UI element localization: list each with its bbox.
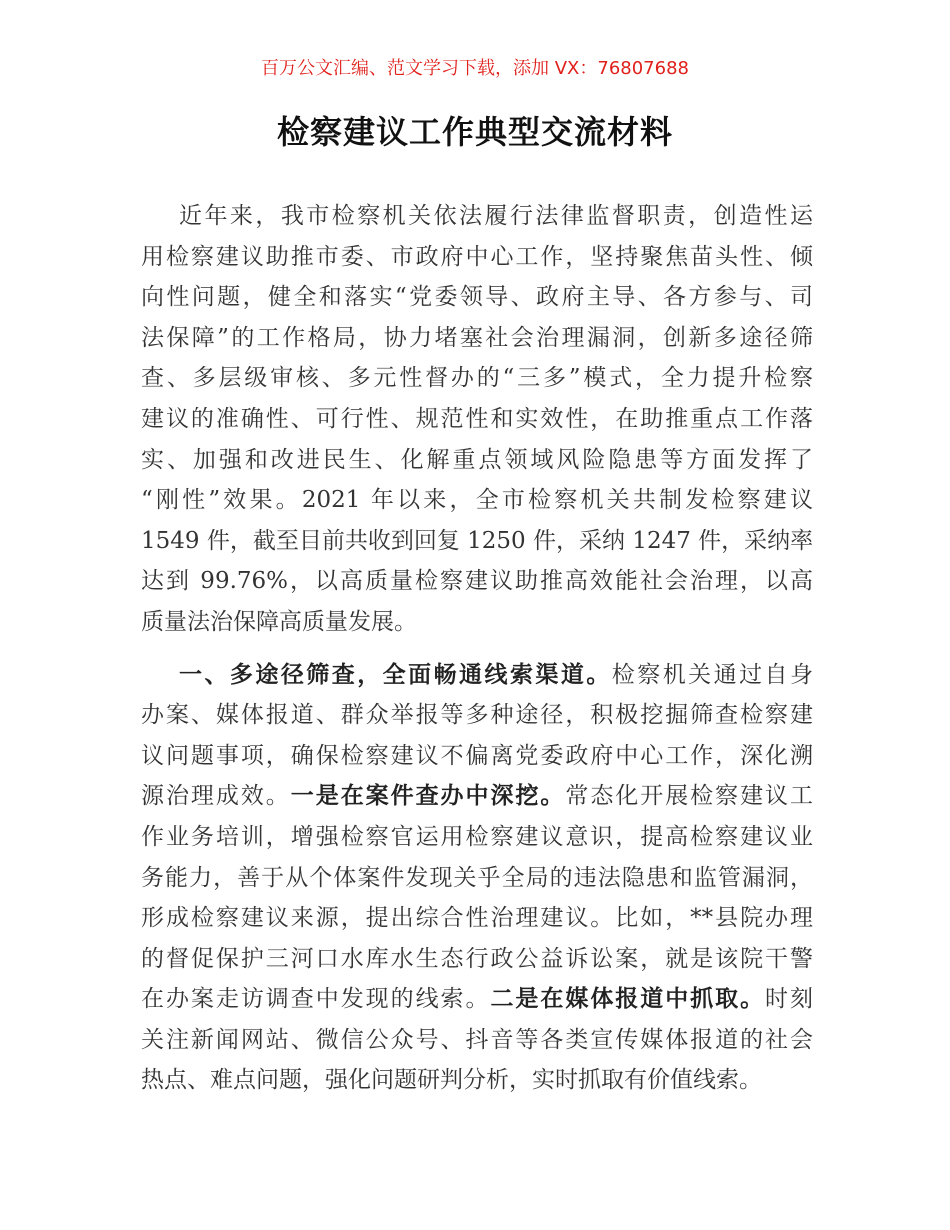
section-1-paragraph: [141, 655, 813, 1102]
text-line: [141, 776, 813, 817]
text-line: 向性问题，健全和落实“党委领导、政府主导、各方参与、司: [141, 284, 813, 311]
text-line: 用检察建议助推市委、市政府中心工作，坚持聚焦苗头性、倾: [141, 243, 813, 270]
text-line: 质量法治保障高质量发展。: [141, 608, 417, 635]
text-line: [141, 979, 813, 1020]
text-line: “刚性”效果。2021 年以来，全市检察机关共制发检察建议: [141, 487, 813, 514]
text-run: 时刻: [765, 986, 814, 1013]
text-line: 建议的准确性、可行性、规范性和实效性，在助推重点工作落: [141, 405, 813, 432]
document-title: 检察建议工作典型交流材料: [276, 113, 673, 151]
text-line: 实、加强和改进民生、化解重点领域风险隐患等方面发挥了: [141, 446, 813, 473]
subsection-2-heading: 二是在媒体报道中抓取。: [490, 985, 766, 1013]
text-line: 关注新闻网站、微信公众号、抖音等各类宣传媒体报道的社会: [141, 1026, 813, 1053]
text-line: 查、多层级审核、多元性督办的“三多”模式，全力提升检察: [141, 365, 813, 392]
text-line: [141, 655, 813, 696]
text-line: 热点、难点问题，强化问题研判分析，实时抓取有价值线索。: [141, 1067, 762, 1094]
text-line: 议问题事项，确保检察建议不偏离党委政府中心工作，深化溯: [141, 742, 813, 769]
subsection-1-heading: 一是在案件查办中深挖。: [290, 782, 566, 810]
text-line: 1549 件，截至目前共收到回复 1250 件，采纳 1247 件，采纳率: [141, 527, 814, 554]
text-line: 形成检察建议来源，提出综合性治理建议。比如，**县院办理: [141, 905, 813, 932]
text-line: 作业务培训，增强检察官运用检察建议意识，提高检察建议业: [141, 823, 813, 850]
text-line: 务能力，善于从个体案件发现关乎全局的违法隐患和监管漏洞，: [141, 864, 813, 891]
download-banner: 百万公文汇编、范文学习下载，添加 VX：76807688: [261, 58, 689, 79]
paragraph-spacer: [141, 643, 813, 655]
document-body: [141, 196, 813, 1101]
text-run: 检察机关通过自身: [611, 661, 814, 688]
text-line: 办案、媒体报道、群众举报等多种途径，积极挖掘筛查检察建: [141, 702, 813, 729]
text-run: 常态化开展检察建议工: [565, 783, 814, 810]
intro-paragraph: [141, 196, 813, 643]
text-line: 近年来，我市检察机关依法履行法律监督职责，创造性运: [179, 203, 813, 229]
text-line: 的督促保护三河口水库水生态行政公益诉讼案，就是该院干警: [141, 945, 813, 972]
text-run: 源治理成效。: [141, 783, 291, 810]
text-line: 法保障”的工作格局，协力堵塞社会治理漏洞，创新多途径筛: [141, 324, 813, 351]
text-run: 在办案走访调查中发现的线索。: [141, 986, 491, 1013]
section-1-heading: 一、多途径筛查，全面畅通线索渠道。: [179, 660, 612, 688]
text-line: 达到 99.76%，以高质量检察建议助推高效能社会治理，以高: [141, 568, 813, 595]
